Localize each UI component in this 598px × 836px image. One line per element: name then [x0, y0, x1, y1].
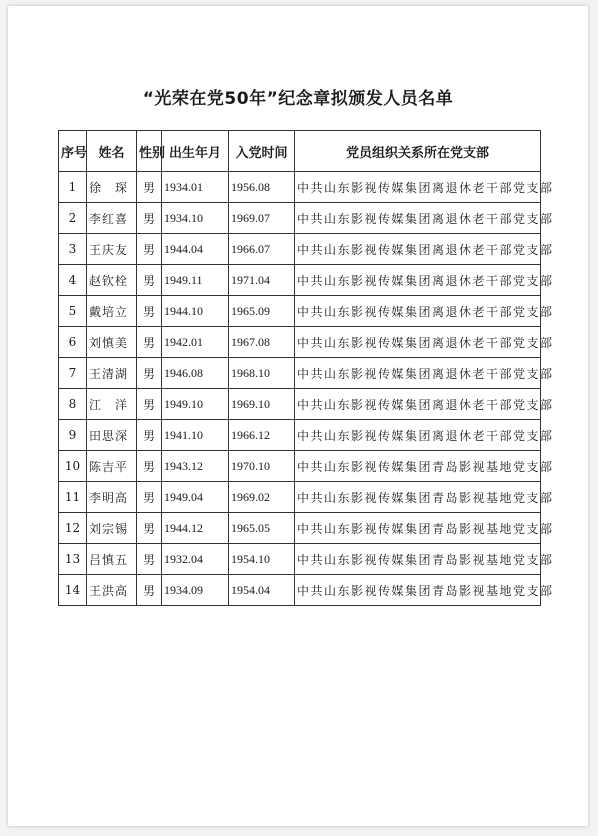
- cell-name: 王庆友: [87, 234, 137, 265]
- cell-join: 1966.12: [229, 420, 295, 451]
- cell-sex: 男: [137, 513, 162, 544]
- cell-birth: 1944.12: [162, 513, 229, 544]
- cell-no: 3: [59, 234, 87, 265]
- header-name: 姓名: [87, 131, 137, 172]
- cell-org: 中共山东影视传媒集团离退休老干部党支部: [295, 327, 541, 358]
- cell-no: 7: [59, 358, 87, 389]
- table-row: [59, 575, 541, 606]
- header-join: 入党时间: [229, 131, 295, 172]
- cell-birth: 1944.10: [162, 296, 229, 327]
- cell-birth: 1941.10: [162, 420, 229, 451]
- cell-name: 吕慎五: [87, 544, 137, 575]
- cell-join: 1965.05: [229, 513, 295, 544]
- cell-join: 1956.08: [229, 172, 295, 203]
- header-no: 序号: [59, 131, 87, 172]
- cell-org: 中共山东影视传媒集团离退休老干部党支部: [295, 172, 541, 203]
- cell-sex: 男: [137, 234, 162, 265]
- table-row: [59, 420, 541, 451]
- cell-name: 戴培立: [87, 296, 137, 327]
- table-row: [59, 358, 541, 389]
- cell-org: 中共山东影视传媒集团青岛影视基地党支部: [295, 544, 541, 575]
- cell-birth: 1943.12: [162, 451, 229, 482]
- cell-birth: 1946.08: [162, 358, 229, 389]
- cell-org: 中共山东影视传媒集团青岛影视基地党支部: [295, 575, 541, 606]
- cell-join: 1971.04: [229, 265, 295, 296]
- cell-join: 1954.10: [229, 544, 295, 575]
- cell-name: 王洪高: [87, 575, 137, 606]
- cell-sex: 男: [137, 358, 162, 389]
- cell-sex: 男: [137, 420, 162, 451]
- cell-sex: 男: [137, 172, 162, 203]
- cell-name: 王清湖: [87, 358, 137, 389]
- cell-org: 中共山东影视传媒集团离退休老干部党支部: [295, 203, 541, 234]
- table-row: [59, 451, 541, 482]
- table-row: [59, 513, 541, 544]
- cell-org: 中共山东影视传媒集团青岛影视基地党支部: [295, 451, 541, 482]
- cell-birth: 1934.09: [162, 575, 229, 606]
- table-row: [59, 296, 541, 327]
- cell-name: 赵钦栓: [87, 265, 137, 296]
- cell-name: 李红喜: [87, 203, 137, 234]
- cell-join: 1965.09: [229, 296, 295, 327]
- cell-sex: 男: [137, 296, 162, 327]
- cell-sex: 男: [137, 451, 162, 482]
- cell-join: 1967.08: [229, 327, 295, 358]
- cell-sex: 男: [137, 544, 162, 575]
- cell-birth: 1942.01: [162, 327, 229, 358]
- cell-sex: 男: [137, 575, 162, 606]
- cell-name: 陈吉平: [87, 451, 137, 482]
- cell-name: 刘慎美: [87, 327, 137, 358]
- cell-join: 1968.10: [229, 358, 295, 389]
- cell-sex: 男: [137, 482, 162, 513]
- header-birth: 出生年月: [162, 131, 229, 172]
- cell-org: 中共山东影视传媒集团青岛影视基地党支部: [295, 513, 541, 544]
- cell-name: 李明高: [87, 482, 137, 513]
- roster-table: [58, 130, 554, 606]
- table-header-row: [59, 131, 541, 172]
- cell-name: 徐 琛: [87, 172, 137, 203]
- cell-org: 中共山东影视传媒集团离退休老干部党支部: [295, 358, 541, 389]
- cell-org: 中共山东影视传媒集团离退休老干部党支部: [295, 296, 541, 327]
- cell-name: 田思深: [87, 420, 137, 451]
- cell-no: 14: [59, 575, 87, 606]
- cell-org: 中共山东影视传媒集团离退休老干部党支部: [295, 389, 541, 420]
- cell-join: 1970.10: [229, 451, 295, 482]
- cell-no: 2: [59, 203, 87, 234]
- cell-birth: 1949.10: [162, 389, 229, 420]
- table-row: [59, 389, 541, 420]
- cell-org: 中共山东影视传媒集团离退休老干部党支部: [295, 265, 541, 296]
- table-row: [59, 482, 541, 513]
- cell-birth: 1949.04: [162, 482, 229, 513]
- table-row: [59, 234, 541, 265]
- cell-join: 1969.02: [229, 482, 295, 513]
- cell-org: 中共山东影视传媒集团青岛影视基地党支部: [295, 482, 541, 513]
- cell-join: 1966.07: [229, 234, 295, 265]
- cell-join: 1954.04: [229, 575, 295, 606]
- cell-org: 中共山东影视传媒集团离退休老干部党支部: [295, 234, 541, 265]
- table-row: [59, 327, 541, 358]
- cell-no: 9: [59, 420, 87, 451]
- cell-birth: 1934.10: [162, 203, 229, 234]
- cell-no: 6: [59, 327, 87, 358]
- cell-name: 江 洋: [87, 389, 137, 420]
- cell-join: 1969.10: [229, 389, 295, 420]
- table-row: [59, 172, 541, 203]
- cell-no: 1: [59, 172, 87, 203]
- roster-body: [59, 172, 554, 606]
- cell-birth: 1932.04: [162, 544, 229, 575]
- cell-sex: 男: [137, 203, 162, 234]
- cell-no: 4: [59, 265, 87, 296]
- cell-join: 1969.07: [229, 203, 295, 234]
- document-title: “光荣在党50年”纪念章拟颁发人员名单: [142, 89, 454, 109]
- document-page: [8, 6, 588, 826]
- cell-sex: 男: [137, 389, 162, 420]
- cell-no: 13: [59, 544, 87, 575]
- header-org: 党员组织关系所在党支部: [295, 131, 541, 172]
- cell-name: 刘宗锡: [87, 513, 137, 544]
- table-row: [59, 265, 541, 296]
- cell-no: 12: [59, 513, 87, 544]
- header-sex: 性别: [137, 131, 162, 172]
- cell-no: 8: [59, 389, 87, 420]
- cell-no: 10: [59, 451, 87, 482]
- table-row: [59, 203, 541, 234]
- cell-birth: 1949.11: [162, 265, 229, 296]
- cell-birth: 1934.01: [162, 172, 229, 203]
- table-row: [59, 544, 541, 575]
- cell-org: 中共山东影视传媒集团离退休老干部党支部: [295, 420, 541, 451]
- cell-sex: 男: [137, 327, 162, 358]
- cell-no: 5: [59, 296, 87, 327]
- cell-birth: 1944.04: [162, 234, 229, 265]
- cell-no: 11: [59, 482, 87, 513]
- cell-sex: 男: [137, 265, 162, 296]
